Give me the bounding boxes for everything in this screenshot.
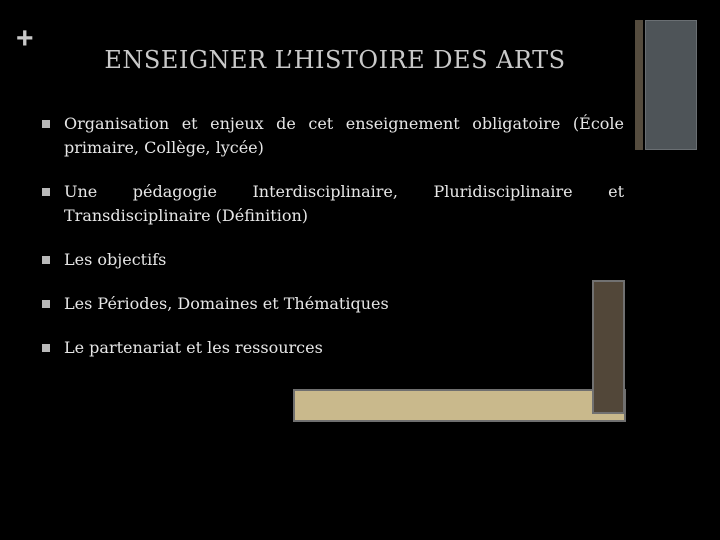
list-item-text: Le partenariat et les ressources <box>64 338 323 357</box>
list-item-text: Les objectifs <box>64 250 167 269</box>
list-item <box>40 292 624 316</box>
decorative-bar-thin <box>635 20 643 150</box>
square-bullet-icon <box>42 120 50 128</box>
list-item-text: Une pédagogie Interdisciplinaire, Pluridisciplinaire et Transdisciplinaire (Définition) <box>64 182 624 225</box>
list-item <box>40 248 624 272</box>
list-item <box>40 336 624 360</box>
decorative-rect-slate <box>645 20 697 150</box>
list-item-text: Organisation et enjeux de cet enseignement obligatoire (École primaire, Collège, lycée) <box>64 114 624 157</box>
slide-title: ENSEIGNER L’HISTOIRE DES ARTS <box>104 46 566 74</box>
plus-icon: + <box>16 22 34 55</box>
decorative-rect-beige <box>293 389 626 422</box>
square-bullet-icon <box>42 256 50 264</box>
list-item <box>40 112 624 160</box>
bullet-list <box>40 112 624 360</box>
square-bullet-icon <box>42 344 50 352</box>
square-bullet-icon <box>42 300 50 308</box>
list-item <box>40 180 624 228</box>
list-item-text: Les Périodes, Domaines et Thématiques <box>64 294 389 313</box>
square-bullet-icon <box>42 188 50 196</box>
